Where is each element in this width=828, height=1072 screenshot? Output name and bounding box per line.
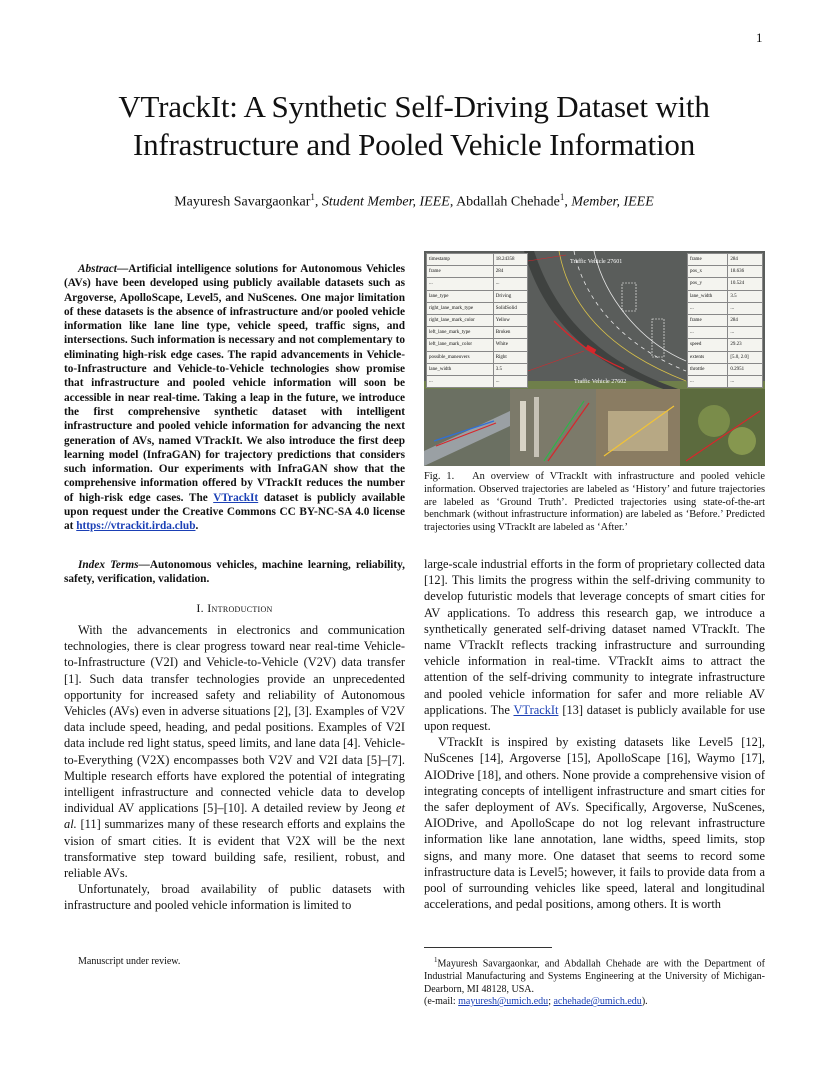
index-terms [64,558,405,587]
table-row [688,375,763,387]
abstract [64,262,405,534]
table-row [427,302,528,314]
table-row [427,314,528,326]
intro-p1-text-b: [11] summarizes many of these research efforts and explains the vision of smart cities. It is evident that V2X will be the next transformative step toward building safe, resilient, robust, and reliable AVs. [64,817,405,881]
abstract-text: —Artificial intelligence solutions for Autonomous Vehicles (AVs) have been developed using publicly available datasets such as Argoverse, ApolloScape, Level5, and NuScenes. One major limitation of these datasets is the absence of infrastructure and/or pooled vehicle information like lane line type, vehicle speed, traffic signs, and intersections. Such information is necessary and not complementary to eliminating high-risk edge cases. The rapid advancements in Vehicle-to-Infrastructure and Vehicle-to-Vehicle technologies show promise that infrastructure and pooled vehicle information will soon be accessible in near real-time. Taking a leap in the future, we introduce the first comprehensive synthetic dataset with intelligent infrastructure and pooled vehicle information for advancing the next generation of AVs, named VTrackIt. We also introduce the first deep learning model (InfraGAN) for trajectory predictions that considers such information. Our experiments with InfraGAN show that the comprehensive information offered by VTrackIt reduces the number of high-risk edge cases. The [64,263,405,504]
table-key-cell: ... [427,278,494,290]
index-terms-text: —Autonomous vehicles, machine learning, reliability, safety, verification, validation. [64,559,405,586]
table-key-cell: throttle [688,363,728,375]
intro-paragraph-4: VTrackIt is inspired by existing datasets like Level5 [12], NuScenes [14], Argoverse [15], ApolloScape [16], Waymo [17], AIODrive [18], and others. None provide a comprehensive vision of integrating concepts of intelligent infrastructure and smart cities for the safer deployment of AVs. Specifically, Argoverse, NuScenes, AIODrive, and ApolloScape do not log relevant infrastructure information like lane annotation, lane widths, speed limits, stop signs, and many more. One dataset that seems to record some infrastructure data is Level5; however, it fails to provide data from a pool of surrounding vehicles like speed, lateral and longitudinal accelerations, and pedal positions, among others. It is worth [424,735,765,912]
footnote-mark: 1 [434,956,438,964]
abstract-lead: Abstract [78,263,117,275]
table-value-cell: 0.2951 [728,363,763,375]
vtrackit-url-link[interactable]: https://vtrackit.irda.club [76,520,196,533]
infrastructure-table [426,253,528,388]
table-value-cell: Driving [493,290,527,302]
table-row [688,327,763,339]
left-column-body [64,622,405,914]
table-row [688,314,763,326]
table-row [427,351,528,363]
author-line: Mayuresh Savargaonkar$^1$, Student Member, IEEE, Abdallah Chehade$^1$, Member, IEEE [174,192,654,210]
table-key-cell: speed [688,339,728,351]
table-row [427,278,528,290]
manuscript-note: Manuscript under review. [78,956,181,967]
table-row [688,363,763,375]
table-key-cell: frame [688,254,728,266]
table-key-cell: lane_type [427,290,494,302]
traffic-vehicle-1-label: Traffic Vehicle 27601 [570,259,623,265]
author-1-role: Student Member, IEEE [321,194,450,210]
figure-1-caption [424,471,765,535]
email-prefix: (e-mail: [424,996,459,1008]
table-row [427,254,528,266]
table-value-cell: ... [728,302,763,314]
vtrackit-reference-link[interactable]: VTrackIt [513,702,559,717]
table-key-cell: possible_maneuvers [427,351,494,363]
table-key-cell: lane_width [427,363,494,375]
table-value-cell: ... [493,278,527,290]
table-key-cell: ... [427,375,494,387]
intro-paragraph-2: Unfortunately, broad availability of public datasets with infrastructure and pooled vehicle information is limited to [64,882,405,913]
table-key-cell: extents [688,351,728,363]
affiliation-footnote [424,954,765,1009]
table-key-cell: pos_x [688,266,728,278]
figure-caption-lead: Fig. 1. [424,471,455,482]
table-row [688,290,763,302]
traffic-vehicle-2-label: Traffic Vehicle 27602 [574,379,627,385]
table-value-cell: 284 [728,254,763,266]
abstract-end: . [195,520,199,533]
intro-p3-text-b: [13] dataset is publicly available for use upon request. [424,702,765,734]
page-number: 1 [756,30,763,45]
table-value-cell: 284 [493,266,527,278]
table-row [427,339,528,351]
author-2-name: Abdallah Chehade [456,194,560,210]
table-value-cell: 18.24358 [493,254,527,266]
table-value-cell: ... [493,375,527,387]
table-key-cell: pos_y [688,278,728,290]
table-row [427,327,528,339]
table-row [427,266,528,278]
email-suffix: ). [641,996,648,1008]
email-separator: ; [548,996,554,1008]
affiliation-text: Mayuresh Savargaonkar, and Abdallah Chehade are with the Department of Industrial Manufacturing and Systems Engineering at the University of Michigan-Dearborn, MI 48128, USA. [424,958,765,995]
table-row [688,339,763,351]
table-key-cell: right_lane_mark_color [427,314,494,326]
table-value-cell: 10.524 [728,278,763,290]
table-key-cell: ... [688,327,728,339]
table-key-cell: ... [688,375,728,387]
table-row [688,254,763,266]
abstract-text-2: dataset is publicly available upon request under the Creative Commons CC BY-NC-SA 4.0 license at [64,491,405,533]
figure-caption-text: An overview of VTrackIt with infrastructure and pooled vehicle information. Observed trajectories are labeled as ‘History’ and future trajectories are labeled as ‘Ground Truth’. Predicted trajectories using state-of-the-art benchmark (without infrastructure information) are labeled as ‘Before.’ Predicted trajectories using VTrackIt are labeled as ‘After.’ [424,471,765,534]
intro-p1-text-a: With the advancements in electronics and communication technologies, there is clear progress toward near real-time Vehicle-to-Infrastructure (V2I) and Vehicle-to-Vehicle (V2V) data transfer [1]. Such data transfer technologies provide an unprecedented opportunity for increased safety and reliability of Autonomous Vehicles (AVs) even in adverse situations [2], [3]. Examples of V2V data include speed, heading, and pedal positions. Examples of V2I data include red light status, speed limits, and lane data [4]. Vehicle-to-Everything (V2X) encompasses both V2V and V2I data [5]–[7]. Multiple research efforts have explored the potential of integrating intelligent infrastructure and connected vehicle data to develop individual AV applications [5]–[10]. A detailed review by Jeong [64,623,405,816]
table-row [688,266,763,278]
vtrackit-link[interactable]: VTrackIt [213,491,259,504]
table-key-cell: lane_width [688,290,728,302]
intro-paragraph-3 [424,556,765,734]
table-row [427,363,528,375]
table-row [688,278,763,290]
table-key-cell: timestamp [427,254,494,266]
section-number: I. [196,601,208,615]
table-key-cell: left_lane_mark_color [427,339,494,351]
intro-p3-text-a: large-scale industrial efforts in the form of proprietary collected data [12]. This limits the progress within the self-driving community to develop futuristic models that leverage concepts of smart cities for AV applications. To address this research gap, we introduce a synthetically generated self-driving dataset named VTrackIt. The name VTrackIt reflects tracking infrastructure and surrounding vehicle information in real-time. VTrackIt aims to attract the attention of the self-driving community to integrate infrastructure and pooled vehicle information for safer and more reliable AV applications. The [424,557,765,717]
index-terms-lead: Index Terms [78,559,139,571]
table-value-cell: 29.23 [728,339,763,351]
table-value-cell: ... [728,375,763,387]
table-key-cell: frame [688,314,728,326]
table-key-cell: left_lane_mark_type [427,327,494,339]
table-value-cell: Yellow [493,314,527,326]
footnote-divider [424,947,552,948]
author-1-name: Mayuresh Savargaonkar [174,194,311,210]
table-value-cell: ... [728,327,763,339]
section-heading-introduction [64,601,405,616]
pooled-vehicle-table [687,253,763,388]
table-row [427,375,528,387]
table-value-cell: [5.0, 2.0] [728,351,763,363]
table-row [688,302,763,314]
table-value-cell: White [493,339,527,351]
author-2-role: Member, IEEE [571,194,654,210]
email-link-2[interactable]: achehade@umich.edu [553,996,642,1008]
table-value-cell: Broken [493,327,527,339]
table-value-cell: 3.5 [728,290,763,302]
table-value-cell: 3.5 [493,363,527,375]
right-column-body [424,556,765,912]
author-1-affiliation-mark: 1 [310,192,315,202]
table-row [688,351,763,363]
figure-1 [424,251,765,466]
table-value-cell: SolidSolid [493,302,527,314]
table-value-cell: 18.636 [728,266,763,278]
email-link-1[interactable]: mayuresh@umich.edu [458,996,549,1008]
table-key-cell: right_lane_mark_type [427,302,494,314]
paper-title: VTrackIt: A Synthetic Self-Driving Dataset with Infrastructure and Pooled Vehicle Information [118,89,710,162]
intro-p1-etal: et al. [64,801,405,832]
table-key-cell: ... [688,302,728,314]
table-value-cell: Right [493,351,527,363]
table-row [427,290,528,302]
intro-paragraph-1 [64,622,405,881]
table-value-cell: 284 [728,314,763,326]
section-title: Introduction [207,601,273,615]
author-2-affiliation-mark: 1 [559,192,565,202]
table-key-cell: frame [427,266,494,278]
